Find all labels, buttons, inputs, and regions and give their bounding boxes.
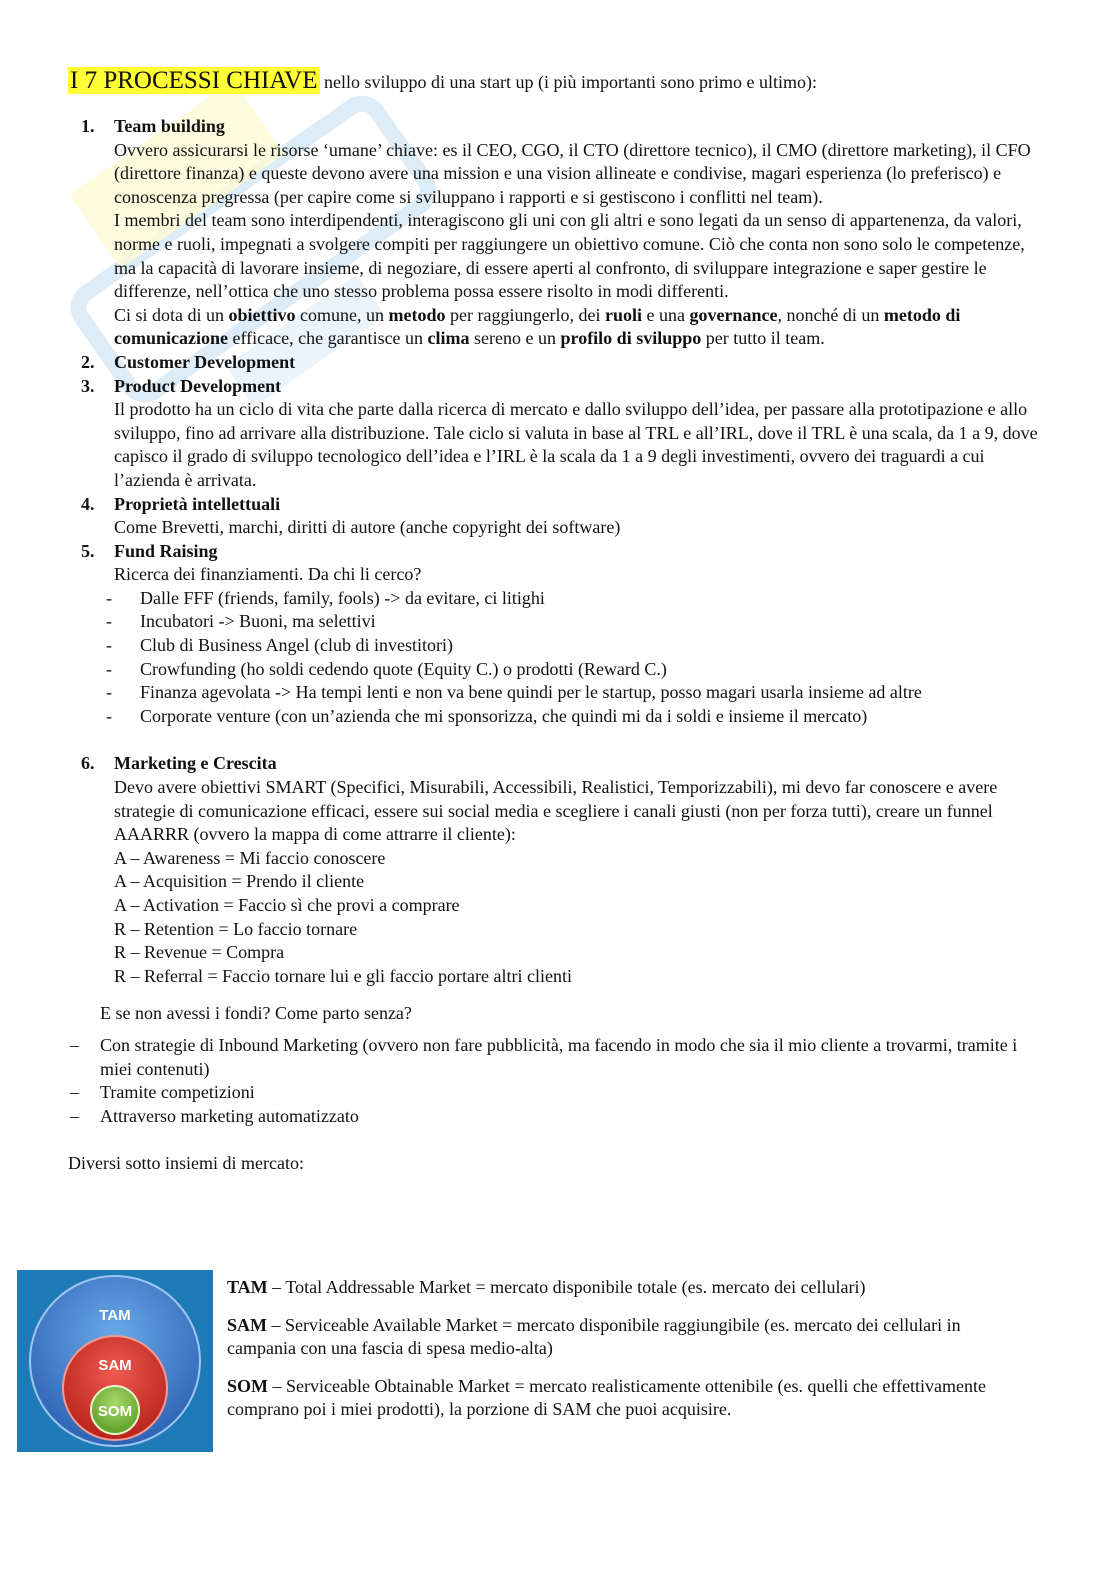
section-marketing-growth xyxy=(68,752,1048,846)
text-run: per tutto il team. xyxy=(701,328,825,349)
paragraph xyxy=(114,304,1048,351)
list-item: - Corporate venture (con un’azienda che mi sponsorizza, che quindi mi da i soldi e insieme il mercato) xyxy=(106,705,868,726)
funnel-step: A – Acquisition = Prendo il cliente xyxy=(114,871,365,892)
bold-term: obiettivo xyxy=(228,304,296,325)
list-item: – Attraverso marketing automatizzato xyxy=(70,1105,359,1126)
list-item-text: Corporate venture (con un’azienda che mi sponsorizza, che quindi mi da i soldi e insieme il mercato) xyxy=(140,705,868,726)
text-run: e una xyxy=(641,304,690,325)
section-title: Proprietà intellettuali xyxy=(114,493,281,514)
section-product-development xyxy=(68,375,1048,493)
paragraph: Come Brevetti, marchi, diritti di autore (anche copyright dei software) xyxy=(114,517,621,538)
section-number: 2. xyxy=(81,351,95,372)
definition-text: – Serviceable Available Market = mercato disponibile raggiungibile (es. mercato dei cellulari in campania con una fascia di spesa medio-alta) xyxy=(227,1314,961,1359)
text-run: comune, un xyxy=(295,304,389,325)
section-title: Marketing e Crescita xyxy=(114,753,277,774)
section-customer-development xyxy=(68,351,1048,375)
list-item: – Tramite competizioni xyxy=(70,1082,255,1103)
section-title: Fund Raising xyxy=(114,540,218,561)
bold-term: clima xyxy=(427,328,470,349)
term: TAM xyxy=(227,1277,268,1297)
section-number: 1. xyxy=(81,116,95,136)
section-number: 6. xyxy=(81,753,95,774)
list-item-text: Attraverso marketing automatizzato xyxy=(100,1105,359,1126)
paragraph: Ricerca dei finanziamenti. Da chi li cerco? xyxy=(114,564,422,585)
section-fund-raising xyxy=(68,540,1048,587)
text-run: Ci si dota di un xyxy=(114,304,229,325)
section-title: Team building xyxy=(114,116,225,136)
bold-term: profilo di sviluppo xyxy=(560,328,702,349)
document-page xyxy=(68,66,1048,1176)
title-rest: nello sviluppo di una start up (i più importanti sono primo e ultimo): xyxy=(319,72,817,92)
market-diagram xyxy=(17,1270,213,1452)
list-item: - Dalle FFF (friends, family, fools) -> da evitare, ci litighi xyxy=(106,587,545,608)
text-run: sereno e un xyxy=(469,328,561,349)
paragraph: Il prodotto ha un ciclo di vita che parte dalla ricerca di mercato e dallo sviluppo dell’idea, per passare alla prototipazione e allo sviluppo, fino ad arrivare alla distribuzione. Tale ciclo si valuta in base al TRL e all’IRL, dove il TRL è una scala, da 1 a 9, dove capisco il grado di sviluppo tecnologico dell’idea e l’IRL è la scala da 1 a 9 degli investimenti, ovvero dei traguardi a cui l’azienda è arrivata. xyxy=(114,399,1038,490)
paragraph: Ovvero assicurarsi le risorse ‘umane’ chiave: es il CEO, CGO, il CTO (direttore tecnico), il CMO (direttore marketing), il CFO (direttore finanza) e queste devono avere una mission e una vision allineate e condivise, magari esperienza (lo preferisco) e conoscenza pregressa (per capire come si sviluppano i rapporti e si gestiscono i conflitti nel team). xyxy=(114,139,1031,207)
list-item-text: Club di Business Angel (club di investitori) xyxy=(140,635,453,656)
bold-term: metodo di comunicazione xyxy=(114,304,961,349)
list-item-text: Incubatori -> Buoni, ma selettivi xyxy=(140,611,376,632)
market-definitions xyxy=(227,1276,1027,1436)
no-funds-question: E se non avessi i fondi? Come parto senza? xyxy=(100,1003,412,1024)
list-item-text: Finanza agevolata -> Ha tempi lenti e non va bene quindi per le startup, posso magari usarla insieme ad altre xyxy=(140,682,922,703)
tam-label: TAM xyxy=(99,1307,131,1324)
list-item: - Crowfunding (ho soldi cedendo quote (Equity C.) o prodotti (Reward C.) xyxy=(106,658,667,679)
definition-text: – Serviceable Obtainable Market = mercato realisticamente ottenibile (es. quelli che effettivamente comprano poi i miei prodotti), la porzione di SAM che puoi acquisire. xyxy=(227,1375,987,1420)
tam-definition xyxy=(227,1276,1027,1300)
market-intro: Diversi sotto insiemi di mercato: xyxy=(68,1153,304,1174)
section-number: 4. xyxy=(81,493,95,514)
section-number: 3. xyxy=(81,375,95,396)
section-number: 5. xyxy=(81,540,95,561)
list-item: - Incubatori -> Buoni, ma selettivi xyxy=(106,611,376,632)
section-intellectual-property xyxy=(68,493,1048,540)
som-label: SOM xyxy=(97,1403,133,1420)
bold-term: governance xyxy=(689,304,778,325)
term: SAM xyxy=(227,1314,267,1335)
funnel-step: A – Activation = Faccio sì che provi a comprare xyxy=(114,895,460,915)
bold-term: ruoli xyxy=(604,304,642,325)
paragraph: I membri del team sono interdipendenti, interagiscono gli uni con gli altri e sono legati da un senso di appartenenza, da valori, norme e ruoli, impegnati a svolgere compiti per raggiungere un obiettivo comune. Ciò che conta non sono solo le competenze, ma la capacità di lavorare insieme, di negoziare, di essere aperti al confronto, di sviluppare integrazione e saper gestire le differenze, nell’ottica che uno stesso problema possa essere risolto in modi differenti. xyxy=(114,210,1025,302)
list-item-text: Tramite competizioni xyxy=(100,1082,255,1103)
section-title: Product Development xyxy=(114,375,282,396)
funnel-step: A – Awareness = Mi faccio conoscere xyxy=(114,847,386,868)
list-item-text: Crowfunding (ho soldi cedendo quote (Equity C.) o prodotti (Reward C.) xyxy=(140,658,667,679)
section-team-building xyxy=(68,115,1048,351)
sam-label: SAM xyxy=(98,1357,132,1374)
document-title xyxy=(68,66,1048,97)
aaarrr-funnel-list xyxy=(68,847,1048,989)
no-funds-list xyxy=(68,1034,1048,1128)
term: SOM xyxy=(227,1375,269,1396)
section-title: Customer Development xyxy=(114,351,296,372)
market-circles xyxy=(17,1270,213,1452)
list-item: - Finanza agevolata -> Ha tempi lenti e non va bene quindi per le startup, posso magari usarla insieme ad altre xyxy=(106,682,922,703)
funnel-step: R – Revenue = Compra xyxy=(114,942,285,963)
bold-term: metodo xyxy=(388,304,446,325)
sam-definition xyxy=(227,1314,1027,1361)
funnel-step: R – Referral = Faccio tornare lui e gli faccio portare altri clienti xyxy=(114,965,572,986)
paragraph: Devo avere obiettivi SMART (Specifici, Misurabili, Accessibili, Realistici, Temporizzabili), mi devo far conoscere e avere strategie di comunicazione efficaci, essere sui social media e scegliere i canali giusti (non per forza tutti), creare un funnel AAARRR (ovvero la mappa di come attrarre il cliente): xyxy=(114,777,998,845)
title-highlight: I 7 PROCESSI CHIAVE xyxy=(70,67,318,94)
text-run: , nonché di un xyxy=(777,304,884,325)
text-run: efficace, che garantisce un xyxy=(228,328,428,349)
list-item-text: Dalle FFF (friends, family, fools) -> da evitare, ci litighi xyxy=(140,587,545,608)
som-definition xyxy=(227,1375,1027,1422)
list-item-text: Con strategie di Inbound Marketing (ovvero non fare pubblicità, ma facendo in modo che sia il mio cliente a trovarmi, tramite i miei contenuti) xyxy=(100,1034,1018,1079)
funding-sources-list xyxy=(68,587,1048,729)
text-run: per raggiungerlo, dei xyxy=(445,304,605,325)
list-item: - Club di Business Angel (club di investitori) xyxy=(106,635,453,656)
funnel-step: R – Retention = Lo faccio tornare xyxy=(114,918,358,939)
definition-text: – Total Addressable Market = mercato disponibile totale (es. mercato dei cellulari) xyxy=(267,1277,866,1297)
list-item: – Con strategie di Inbound Marketing (ovvero non fare pubblicità, ma facendo in modo che sia il mio cliente a trovarmi, tramite i miei contenuti) xyxy=(70,1034,1018,1079)
